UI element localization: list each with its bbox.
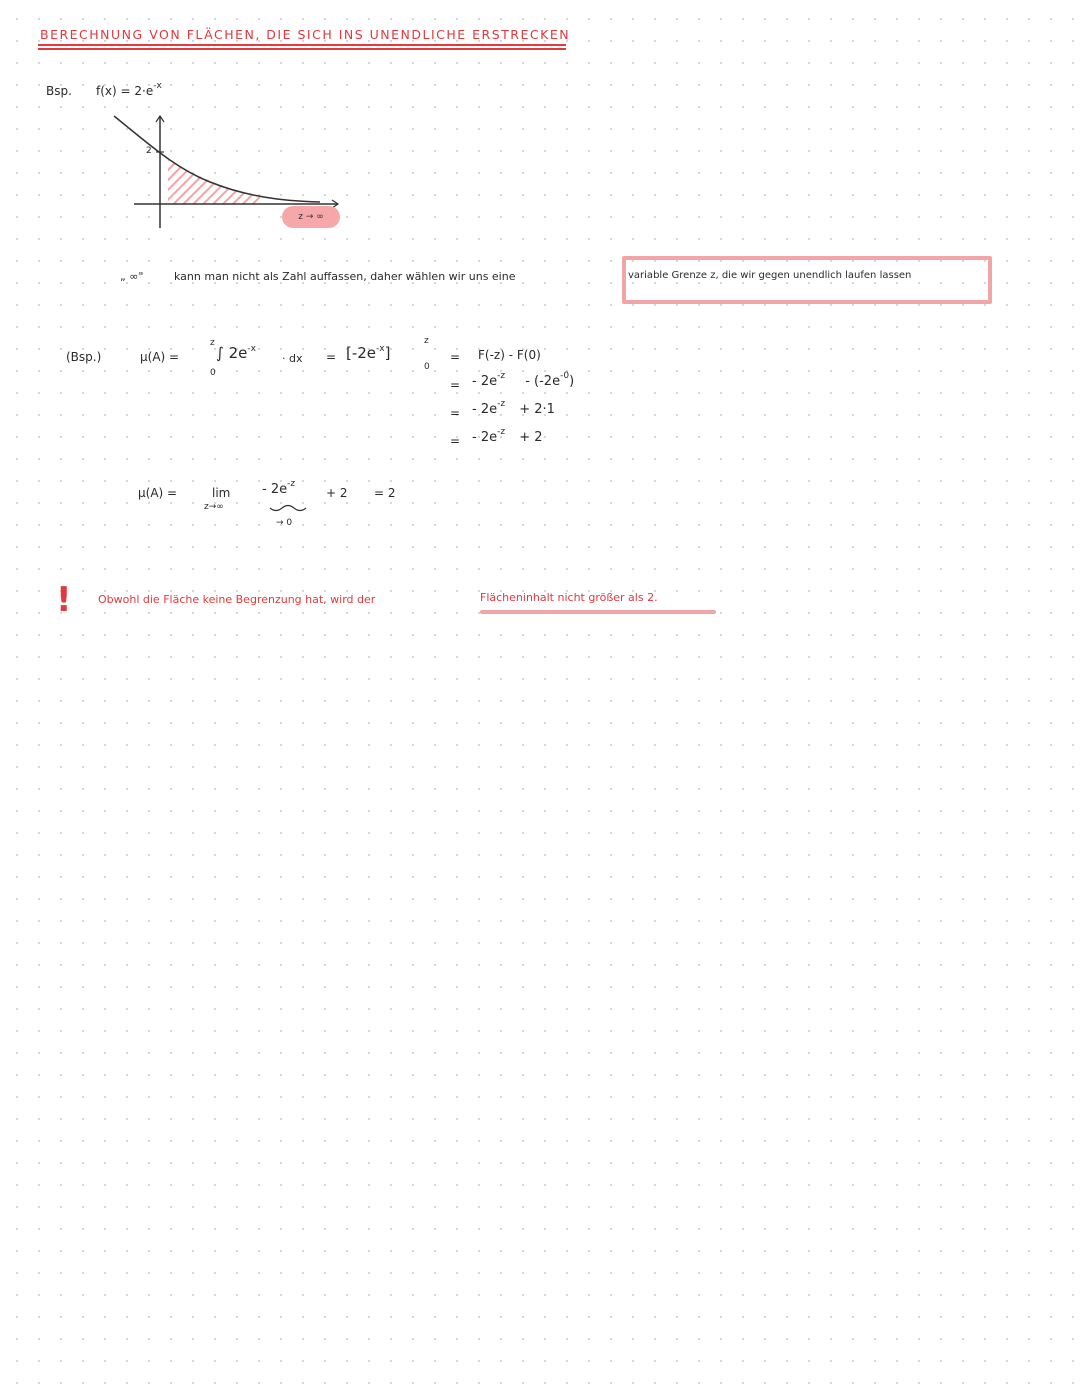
limit-sub: z→∞ xyxy=(204,502,224,512)
integral-exponent: -x xyxy=(247,344,256,354)
limit-pill: z → ∞ xyxy=(282,206,340,228)
integral-upper-bound: z xyxy=(210,338,215,348)
step-2-exponent: -z xyxy=(497,371,506,381)
calc-label: (Bsp.) xyxy=(66,350,102,364)
limit-lhs: μ(A) = xyxy=(138,486,178,500)
step-2-term: - 2e xyxy=(472,374,498,389)
conclusion-part1: Obwohl die Fläche keine Begrenzung hat, wird der xyxy=(98,593,376,606)
note-prefix: „ ∞" xyxy=(120,270,144,283)
step-3-rest: + 2·1 xyxy=(519,402,555,417)
exclamation-icon: ! xyxy=(56,580,72,620)
antiderivative-body: [-2e xyxy=(346,344,377,362)
step-2-rest: - (-2e xyxy=(525,374,561,389)
antiderivative xyxy=(346,344,390,362)
step-1-text: F(-z) - F(0) xyxy=(478,348,541,362)
limit-lim: lim xyxy=(212,486,231,500)
step-4-expression xyxy=(472,427,543,445)
step-2-expression xyxy=(472,371,575,389)
note-highlighted-text: variable Grenze z, die wir gegen unendlich laufen lassen xyxy=(628,270,912,281)
antiderivative-exponent: -x xyxy=(376,344,385,354)
antiderivative-close: ] xyxy=(384,344,391,362)
integral-lower-bound: 0 xyxy=(210,368,216,378)
step-1-equals: = xyxy=(450,350,461,364)
integral-expression xyxy=(216,344,256,362)
limit-term-expression xyxy=(262,479,296,497)
step-3-exponent: -z xyxy=(497,399,506,409)
antiderivative-lower: 0 xyxy=(424,362,430,372)
antiderivative-upper: z xyxy=(424,336,429,346)
conclusion-part2: Flächeninhalt nicht größer als 2. xyxy=(480,591,658,604)
step-3-equals: = xyxy=(450,406,461,420)
y-axis-label: 2 xyxy=(146,146,152,156)
limit-result: = 2 xyxy=(374,486,396,500)
step-3-expression xyxy=(472,399,555,417)
note-text: kann man nicht als Zahl auffassen, daher wählen wir uns eine xyxy=(174,270,516,283)
integral-lhs: μ(A) = xyxy=(140,350,180,364)
conclusion-underline xyxy=(480,610,716,614)
limit-term: - 2e xyxy=(262,482,288,497)
step-3-term: - 2e xyxy=(472,402,498,417)
step-4-term: - 2e xyxy=(472,430,498,445)
limit-plus: + 2 xyxy=(326,486,348,500)
page-title: BERECHNUNG VON FLÄCHEN, DIE SICH INS UNENDLICHE ERSTRECKEN xyxy=(40,27,571,42)
integral-dx: · dx xyxy=(282,352,303,365)
limit-arrow-zero: → 0 xyxy=(276,518,293,528)
limit-term-exponent: -z xyxy=(287,479,296,489)
step-2-equals: = xyxy=(450,378,461,392)
step-4-exponent: -z xyxy=(497,427,506,437)
step-2-rest-exponent: -0 xyxy=(560,371,570,381)
function-exponent: -x xyxy=(153,81,162,91)
step-4-equals: = xyxy=(450,434,461,448)
example-label: Bsp. xyxy=(46,84,72,98)
step-4-rest: + 2 xyxy=(519,430,543,445)
function-base: f(x) = 2·e xyxy=(96,84,154,98)
shaded-area xyxy=(168,160,262,204)
integral-body: ∫ 2e xyxy=(216,344,248,362)
step-2-rest-close: ) xyxy=(569,374,575,389)
equals-1: = xyxy=(326,350,337,364)
